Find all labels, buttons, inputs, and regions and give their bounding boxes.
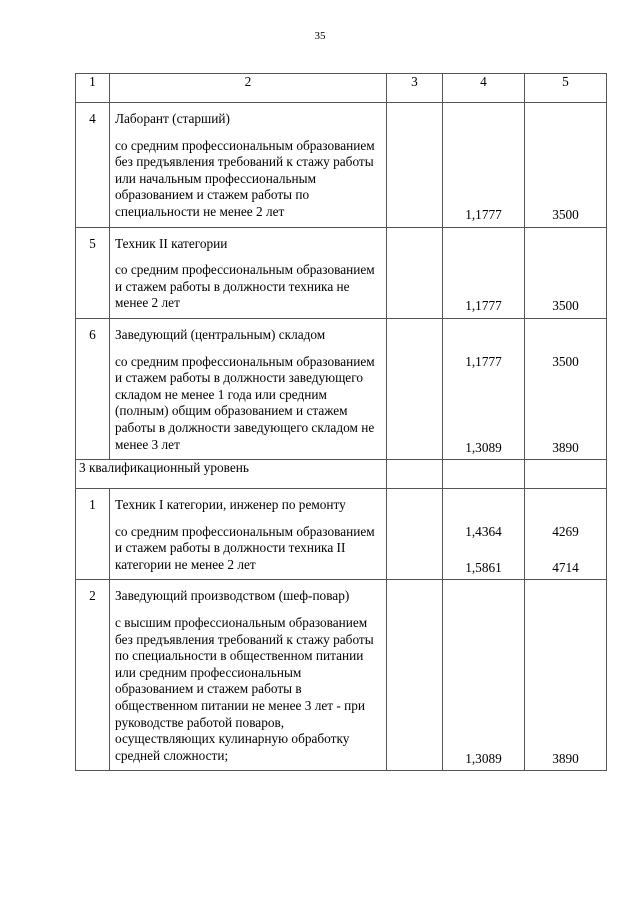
position-cell [110, 227, 387, 318]
table-row [76, 227, 607, 318]
empty-cell [387, 489, 443, 580]
coefficient-cell [443, 318, 525, 459]
salary-cell [525, 103, 607, 228]
position-title: Заведующий производством (шеф-повар) [115, 588, 350, 604]
salary-value: 3890 [552, 439, 579, 455]
position-cell [110, 318, 387, 459]
row-number: 6 [76, 318, 110, 459]
header-cell: 4 [443, 74, 525, 103]
position-requirements: со средним профессиональным образованием и стажем работы в должности техника не менее 2 лет [115, 262, 375, 311]
coefficient-value: 1,3089 [465, 750, 502, 766]
salary-value: 3890 [552, 750, 579, 766]
empty-cell [387, 318, 443, 459]
page-number: 35 [314, 30, 326, 42]
salary-value: 4714 [552, 559, 579, 575]
header-cell: 5 [525, 74, 607, 103]
salary-value: 3500 [552, 298, 579, 314]
table-row [76, 103, 607, 228]
header-cell: 1 [76, 74, 110, 103]
table-row [76, 318, 607, 459]
salary-cell [525, 227, 607, 318]
salary-table [75, 73, 607, 771]
row-number: 2 [76, 580, 110, 771]
position-requirements: с высшим профессиональным образованием без предъявления требований к стажу работы по специальности в общественном питании или средним профессиональным образованием и стажем работы в общественном питании не менее 3 лет - при руководстве работой поваров, осуществляющих кулинарную обработку средней сложности; [115, 615, 374, 763]
coefficient-value: 1,4364 [465, 524, 502, 540]
coefficient-cell [443, 227, 525, 318]
position-title: Лаборант (старший) [115, 111, 230, 126]
salary-value: 3500 [552, 353, 579, 369]
coefficient-cell [443, 489, 525, 580]
qualification-level-label: 3 квалификационный уровень [76, 460, 387, 489]
position-title: Техник II категории [115, 235, 228, 251]
salary-cell [525, 489, 607, 580]
table-row [76, 489, 607, 580]
position-cell [110, 489, 387, 580]
salary-cell [525, 318, 607, 459]
header-row [76, 74, 607, 103]
position-requirements: со средним профессиональным образованием и стажем работы в должности заведующего складом не менее 1 года или средним (полным) общим образованием и стажем работы в должности заведующего складом не менее 3 лет [115, 353, 375, 452]
salary-value: 4269 [552, 524, 579, 540]
coefficient-value: 1,5861 [465, 559, 502, 575]
empty-cell [387, 460, 443, 489]
salary-cell [525, 580, 607, 771]
salary-value: 3500 [552, 206, 579, 222]
empty-cell [387, 227, 443, 318]
coefficient-value: 1,1777 [465, 353, 502, 369]
position-requirements: со средним профессиональным образованием и стажем работы в должности техника II категории не менее 2 лет [115, 523, 375, 572]
header-cell: 2 [110, 74, 387, 103]
position-cell [110, 580, 387, 771]
coefficient-cell [443, 103, 525, 228]
empty-cell [387, 103, 443, 228]
position-cell [110, 103, 387, 228]
coefficient-value: 1,3089 [465, 439, 502, 455]
coefficient-value: 1,1777 [465, 206, 502, 222]
row-number: 5 [76, 227, 110, 318]
qualification-level-row [76, 460, 607, 489]
position-title: Заведующий (центральным) складом [115, 326, 326, 342]
coefficient-cell [443, 580, 525, 771]
position-title: Техник I категории, инженер по ремонту [115, 497, 346, 513]
row-number: 4 [76, 103, 110, 228]
empty-cell [387, 580, 443, 771]
header-cell: 3 [387, 74, 443, 103]
empty-cell [443, 460, 525, 489]
empty-cell [525, 460, 607, 489]
position-requirements: со средним профессиональным образованием без предъявления требований к стажу работы или начальным профессиональным образованием и стажем работы по специальности не менее 2 лет [115, 137, 375, 219]
table-row [76, 580, 607, 771]
coefficient-value: 1,1777 [465, 298, 502, 314]
row-number: 1 [76, 489, 110, 580]
